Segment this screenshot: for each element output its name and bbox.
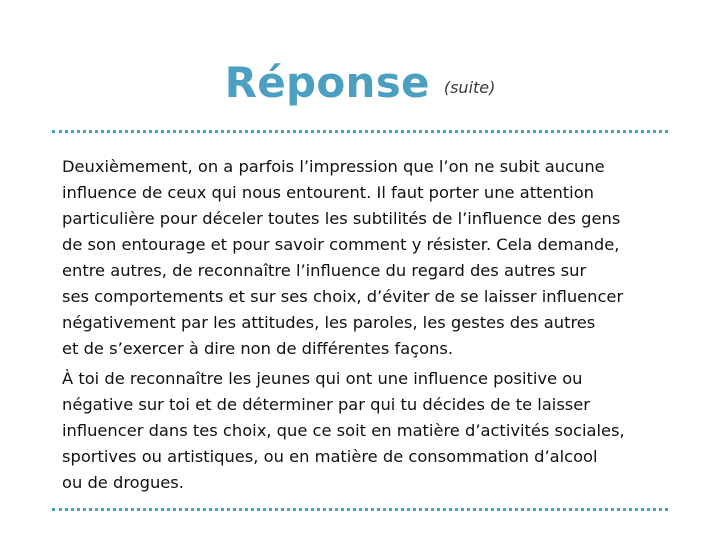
paragraph-line: négativement par les attitudes, les paroles, les gestes des autres [62, 313, 596, 332]
paragraph-line: et de s’exercer à dire non de différentes façons. [62, 339, 454, 358]
title-main: Réponse [224, 58, 430, 107]
paragraph-line: sportives ou artistiques, ou en matière de consommation d’alcool [62, 447, 598, 466]
slide-title [0, 58, 720, 107]
bottom-divider [52, 508, 668, 511]
paragraph-line: influence de ceux qui nous entourent. Il faut porter une attention [62, 183, 594, 202]
paragraph-line: influencer dans tes choix, que ce soit en matière d’activités sociales, [62, 421, 625, 440]
paragraph-line: À toi de reconnaître les jeunes qui ont une influence positive ou [62, 369, 583, 388]
paragraph-line: de son entourage et pour savoir comment y résister. Cela demande, [62, 235, 620, 254]
paragraph-line: entre autres, de reconnaître l’influence du regard des autres sur [62, 261, 587, 280]
body-text [62, 154, 662, 496]
paragraph-line: négative sur toi et de déterminer par qui tu décides de te laisser [62, 395, 590, 414]
paragraph-2 [62, 366, 662, 496]
paragraph-line: ou de drogues. [62, 473, 184, 492]
paragraph-line: particulière pour déceler toutes les subtilités de l’influence des gens [62, 209, 621, 228]
paragraph-1 [62, 154, 662, 362]
paragraph-line: Deuxièmement, on a parfois l’impression que l’on ne subit aucune [62, 157, 605, 176]
paragraph-line: ses comportements et sur ses choix, d’éviter de se laisser influencer [62, 287, 624, 306]
title-subtitle: (suite) [443, 78, 496, 97]
top-divider [52, 130, 668, 133]
